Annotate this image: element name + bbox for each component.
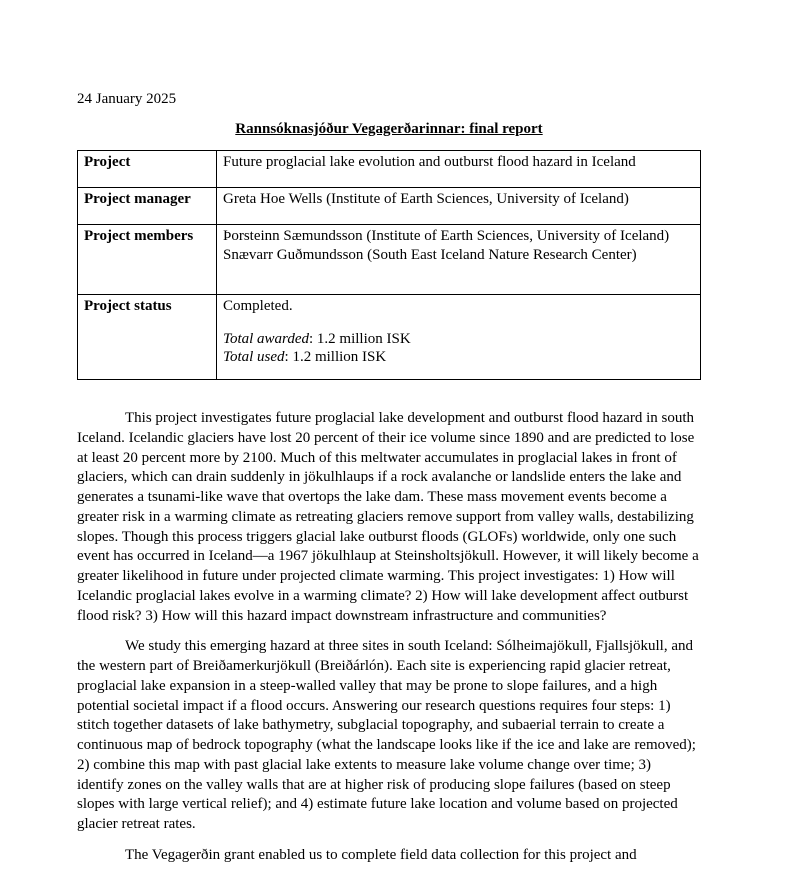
manager-row (78, 188, 701, 225)
status-value-cell (217, 295, 701, 380)
members-label: Project members (78, 225, 217, 295)
member-2: Snævarr Guðmundsson (South East Iceland Nature Research Center) (223, 246, 637, 263)
report-body (77, 409, 701, 877)
members-value (217, 225, 701, 295)
awarded-line (223, 330, 694, 349)
report-title: Rannsóknasjóður Vegagerðarinnar: final report (235, 121, 543, 137)
status-label: Project status (78, 295, 217, 380)
awarded-label: Total awarded (223, 330, 309, 347)
paragraph-2: We study this emerging hazard at three sites in south Iceland: Sólheimajökull, Fjallsjökull, and the western part of Breiðamerkurjökull (Breiðárlón). Each site is experiencing rapid glacier retreat, proglacial lake expansion in a steep-walled valley that may be prone to slope failures, and a high potential societal impact if a flood occurs. Answering our research questions requires four steps: 1) stitch together datasets of lake bathymetry, subglacial topography, and subaerial terrain to create a continuous map of bedrock topography (what the landscape looks like if the ice and lake are removed); 2) combine this map with past glacial lake extents to measure lake volume change over time; 3) identify zones on the valley walls that are at higher risk of producing slope failures (based on steep slopes with large vertical relief); and 4) estimate future lake location and volume based on projected glacier retreat rates. (77, 638, 696, 832)
project-value: Future proglacial lake evolution and outburst flood hazard in Iceland (217, 151, 701, 188)
used-value: : 1.2 million ISK (284, 349, 387, 365)
project-row (78, 151, 701, 188)
used-label: Total used (223, 349, 285, 365)
manager-value: Greta Hoe Wells (Institute of Earth Sciences, University of Iceland) (217, 188, 701, 225)
project-info-table (77, 150, 701, 380)
member-1: Þorsteinn Sæmundsson (Institute of Earth Sciences, University of Iceland) (223, 228, 670, 244)
paragraph-1: This project investigates future proglacial lake development and outburst flood hazard in south Iceland. Icelandic glaciers have lost 20 percent of their ice volume since 1890 and are predicted to lose at least 20 percent more by 2100. Much of this meltwater accumulates in proglacial lakes in front of glaciers, which can drain suddenly in jökulhlaups if a rock avalanche or landslide enters the lake and generates a tsunami-like wave that overtops the lake dam. These mass movement events become a greater risk in a warming climate as retreating glaciers remove support from valley walls, destabilizing slopes. Though this process triggers glacial lake outburst floods (GLOFs) worldwide, only one such event has occurred in Iceland—a 1967 jökulhlaup at Steinsholtsjökull. However, it will likely become a greater likelihood in future under projected climate warming. This project investigates: 1) How will Icelandic proglacial lakes evolve in a warming climate? 2) How will lake development affect outburst flood risk? 3) How will this hazard impact downstream infrastructure and communities? (77, 410, 699, 624)
project-label: Project (78, 151, 217, 188)
awarded-value: : 1.2 million ISK (309, 330, 411, 347)
manager-label: Project manager (78, 188, 217, 225)
paragraph-3: The Vegagerðin grant enabled us to complete field data collection for this project and (125, 846, 637, 863)
used-line (223, 348, 694, 367)
report-date: 24 January 2025 (77, 91, 177, 107)
status-value: Completed. (223, 298, 293, 314)
status-row (78, 295, 701, 380)
members-row (78, 225, 701, 295)
